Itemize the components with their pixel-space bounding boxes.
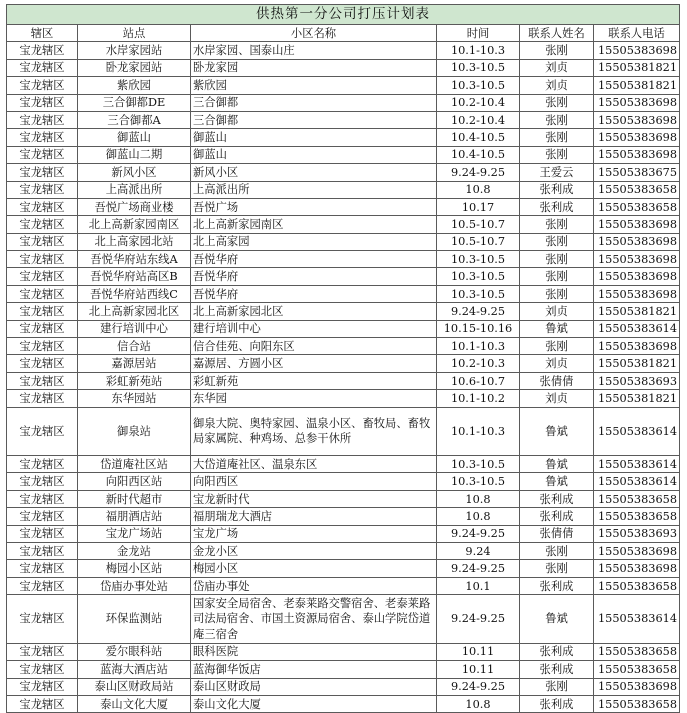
cell-district: 宝龙辖区 <box>7 198 78 215</box>
table-row <box>7 661 680 678</box>
cell-station: 三合御都A <box>78 111 191 128</box>
cell-time: 10.5-10.7 <box>437 216 520 233</box>
table-row <box>7 42 680 59</box>
cell-contact: 鲁斌 <box>520 595 594 644</box>
cell-community: 新风小区 <box>191 164 437 181</box>
cell-station: 三合御都DE <box>78 94 191 111</box>
cell-station: 泰山文化大厦 <box>78 695 191 712</box>
cell-district: 宝龙辖区 <box>7 268 78 285</box>
cell-community: 吾悦广场 <box>191 198 437 215</box>
cell-station: 新时代超市 <box>78 490 191 507</box>
cell-contact: 王爱云 <box>520 164 594 181</box>
cell-community: 建行培训中心 <box>191 320 437 337</box>
cell-phone: 15505383658 <box>594 508 680 525</box>
cell-contact: 刘贞 <box>520 355 594 372</box>
cell-station: 泰山区财政局站 <box>78 678 191 695</box>
table-row <box>7 407 680 456</box>
cell-community: 宝龙广场 <box>191 525 437 542</box>
cell-time: 10.2-10.4 <box>437 94 520 111</box>
cell-phone: 15505381821 <box>594 77 680 94</box>
cell-contact: 张刚 <box>520 338 594 355</box>
cell-time: 10.11 <box>437 661 520 678</box>
header-row <box>7 25 680 42</box>
cell-phone: 15505383614 <box>594 595 680 644</box>
table-row <box>7 303 680 320</box>
cell-community: 眼科医院 <box>191 643 437 660</box>
cell-phone: 15505383658 <box>594 695 680 712</box>
cell-district: 宝龙辖区 <box>7 407 78 456</box>
table-row <box>7 525 680 542</box>
cell-community: 梅园小区 <box>191 560 437 577</box>
cell-community: 卧龙家园 <box>191 59 437 76</box>
cell-district: 宝龙辖区 <box>7 560 78 577</box>
cell-time: 9.24-9.25 <box>437 678 520 695</box>
cell-district: 宝龙辖区 <box>7 77 78 94</box>
cell-phone: 15505383658 <box>594 643 680 660</box>
cell-time: 9.24-9.25 <box>437 303 520 320</box>
cell-community: 国家安全局宿舍、老泰莱路交警宿舍、老泰莱路司法局宿舍、市国土资源局宿舍、泰山学院岱道庵三宿舍 <box>191 595 437 644</box>
cell-station: 吾悦华府站高区B <box>78 268 191 285</box>
cell-time: 10.1 <box>437 577 520 594</box>
cell-time: 10.17 <box>437 198 520 215</box>
cell-district: 宝龙辖区 <box>7 42 78 59</box>
cell-station: 爱尔眼科站 <box>78 643 191 660</box>
cell-district: 宝龙辖区 <box>7 456 78 473</box>
cell-phone: 15505383614 <box>594 456 680 473</box>
cell-contact: 张刚 <box>520 543 594 560</box>
cell-district: 宝龙辖区 <box>7 129 78 146</box>
table-row <box>7 543 680 560</box>
cell-station: 岱庙办事处站 <box>78 577 191 594</box>
cell-station: 吾悦广场商业楼 <box>78 198 191 215</box>
cell-community: 御泉大院、奥特家园、温泉小区、畜牧局、畜牧局家属院、种鸡场、总参干休所 <box>191 407 437 456</box>
header-contact: 联系人姓名 <box>520 25 594 42</box>
cell-time: 10.5-10.7 <box>437 233 520 250</box>
cell-station: 吾悦华府站东线A <box>78 251 191 268</box>
cell-contact: 张刚 <box>520 111 594 128</box>
cell-contact: 鲁斌 <box>520 456 594 473</box>
table-row <box>7 94 680 111</box>
cell-station: 蓝海大酒店站 <box>78 661 191 678</box>
table-row <box>7 595 680 644</box>
cell-time: 10.8 <box>437 181 520 198</box>
cell-district: 宝龙辖区 <box>7 543 78 560</box>
cell-phone: 15505383698 <box>594 233 680 250</box>
cell-community: 北上高新家园北区 <box>191 303 437 320</box>
cell-district: 宝龙辖区 <box>7 390 78 407</box>
cell-phone: 15505383698 <box>594 216 680 233</box>
cell-contact: 张利成 <box>520 643 594 660</box>
cell-time: 9.24 <box>437 543 520 560</box>
cell-community: 三合御都 <box>191 94 437 111</box>
cell-community: 彩虹新苑 <box>191 372 437 389</box>
cell-community: 福朋瑞龙大酒店 <box>191 508 437 525</box>
cell-station: 岱道庵社区站 <box>78 456 191 473</box>
cell-time: 10.8 <box>437 695 520 712</box>
cell-community: 泰山文化大厦 <box>191 695 437 712</box>
cell-time: 10.3-10.5 <box>437 456 520 473</box>
cell-district: 宝龙辖区 <box>7 490 78 507</box>
cell-phone: 15505383698 <box>594 285 680 302</box>
cell-contact: 张刚 <box>520 268 594 285</box>
table-row <box>7 390 680 407</box>
cell-phone: 15505383698 <box>594 146 680 163</box>
cell-district: 宝龙辖区 <box>7 111 78 128</box>
cell-station: 环保监测站 <box>78 595 191 644</box>
cell-time: 10.8 <box>437 490 520 507</box>
cell-time: 10.2-10.4 <box>437 111 520 128</box>
cell-contact: 张刚 <box>520 146 594 163</box>
cell-contact: 张刚 <box>520 285 594 302</box>
cell-station: 上高派出所 <box>78 181 191 198</box>
table-row <box>7 473 680 490</box>
cell-contact: 张刚 <box>520 129 594 146</box>
cell-contact: 刘贞 <box>520 303 594 320</box>
cell-community: 泰山区财政局 <box>191 678 437 695</box>
cell-community: 吾悦华府 <box>191 268 437 285</box>
table-title: 供热第一分公司打压计划表 <box>7 5 680 25</box>
header-station: 站点 <box>78 25 191 42</box>
table-row <box>7 285 680 302</box>
cell-time: 10.3-10.5 <box>437 285 520 302</box>
cell-contact: 张刚 <box>520 251 594 268</box>
cell-station: 彩虹新苑站 <box>78 372 191 389</box>
table-row <box>7 372 680 389</box>
table-row <box>7 320 680 337</box>
cell-district: 宝龙辖区 <box>7 661 78 678</box>
cell-station: 宝龙广场站 <box>78 525 191 542</box>
cell-phone: 15505383614 <box>594 473 680 490</box>
cell-community: 信合佳苑、向阳东区 <box>191 338 437 355</box>
cell-phone: 15505383693 <box>594 525 680 542</box>
cell-district: 宝龙辖区 <box>7 577 78 594</box>
cell-contact: 张倩倩 <box>520 372 594 389</box>
cell-phone: 15505381821 <box>594 355 680 372</box>
cell-station: 福朋酒店站 <box>78 508 191 525</box>
cell-time: 9.24-9.25 <box>437 560 520 577</box>
pressure-test-table <box>6 4 680 713</box>
cell-contact: 张刚 <box>520 42 594 59</box>
cell-community: 金龙小区 <box>191 543 437 560</box>
cell-community: 蓝海御华饭店 <box>191 661 437 678</box>
cell-phone: 15505383658 <box>594 577 680 594</box>
cell-time: 10.4-10.5 <box>437 146 520 163</box>
cell-station: 梅园小区站 <box>78 560 191 577</box>
cell-community: 北上高家园 <box>191 233 437 250</box>
cell-district: 宝龙辖区 <box>7 146 78 163</box>
table-row <box>7 456 680 473</box>
cell-community: 宝龙新时代 <box>191 490 437 507</box>
table-row <box>7 695 680 712</box>
cell-district: 宝龙辖区 <box>7 338 78 355</box>
cell-time: 10.3-10.5 <box>437 268 520 285</box>
cell-contact: 张刚 <box>520 233 594 250</box>
cell-contact: 张利成 <box>520 508 594 525</box>
cell-contact: 鲁斌 <box>520 473 594 490</box>
title-row <box>7 5 680 25</box>
cell-community: 吾悦华府 <box>191 285 437 302</box>
cell-station: 吾悦华府站西线C <box>78 285 191 302</box>
header-district: 辖区 <box>7 25 78 42</box>
cell-phone: 15505383614 <box>594 407 680 456</box>
cell-time: 9.24-9.25 <box>437 595 520 644</box>
cell-community: 紫欣园 <box>191 77 437 94</box>
cell-station: 卧龙家园站 <box>78 59 191 76</box>
cell-phone: 15505383658 <box>594 661 680 678</box>
cell-time: 9.24-9.25 <box>437 164 520 181</box>
table-row <box>7 268 680 285</box>
cell-station: 向阳西区站 <box>78 473 191 490</box>
cell-phone: 15505383658 <box>594 490 680 507</box>
cell-phone: 15505383698 <box>594 42 680 59</box>
schedule-sheet <box>6 4 679 713</box>
table-row <box>7 678 680 695</box>
cell-contact: 张刚 <box>520 216 594 233</box>
cell-contact: 刘贞 <box>520 59 594 76</box>
cell-phone: 15505383698 <box>594 560 680 577</box>
cell-community: 嘉源居、方圆小区 <box>191 355 437 372</box>
cell-community: 水岸家园、国泰山庄 <box>191 42 437 59</box>
cell-district: 宝龙辖区 <box>7 473 78 490</box>
table-row <box>7 59 680 76</box>
cell-community: 吾悦华府 <box>191 251 437 268</box>
table-row <box>7 77 680 94</box>
cell-contact: 张刚 <box>520 678 594 695</box>
cell-time: 10.1-10.2 <box>437 390 520 407</box>
cell-phone: 15505383698 <box>594 268 680 285</box>
cell-district: 宝龙辖区 <box>7 181 78 198</box>
header-phone: 联系人电话 <box>594 25 680 42</box>
cell-phone: 15505381821 <box>594 303 680 320</box>
cell-phone: 15505383698 <box>594 543 680 560</box>
cell-community: 岱庙办事处 <box>191 577 437 594</box>
cell-community: 御蓝山 <box>191 129 437 146</box>
cell-community: 东华园 <box>191 390 437 407</box>
cell-time: 10.1-10.3 <box>437 338 520 355</box>
cell-phone: 15505383698 <box>594 678 680 695</box>
table-row <box>7 643 680 660</box>
cell-time: 10.8 <box>437 508 520 525</box>
cell-phone: 15505381821 <box>594 59 680 76</box>
cell-station: 北上高家园北站 <box>78 233 191 250</box>
cell-station: 信合站 <box>78 338 191 355</box>
cell-time: 10.3-10.5 <box>437 473 520 490</box>
cell-station: 北上高新家园北区 <box>78 303 191 320</box>
cell-community: 三合御都 <box>191 111 437 128</box>
table-row <box>7 129 680 146</box>
cell-district: 宝龙辖区 <box>7 303 78 320</box>
table-row <box>7 146 680 163</box>
header-community: 小区名称 <box>191 25 437 42</box>
cell-district: 宝龙辖区 <box>7 94 78 111</box>
cell-contact: 张利成 <box>520 577 594 594</box>
cell-contact: 张刚 <box>520 94 594 111</box>
table-row <box>7 111 680 128</box>
cell-time: 10.2-10.3 <box>437 355 520 372</box>
cell-time: 10.11 <box>437 643 520 660</box>
table-row <box>7 216 680 233</box>
cell-contact: 张倩倩 <box>520 525 594 542</box>
cell-station: 御泉站 <box>78 407 191 456</box>
cell-district: 宝龙辖区 <box>7 285 78 302</box>
cell-time: 10.3-10.5 <box>437 59 520 76</box>
cell-contact: 张利成 <box>520 695 594 712</box>
cell-time: 10.3-10.5 <box>437 251 520 268</box>
cell-phone: 15505383698 <box>594 251 680 268</box>
cell-time: 10.1-10.3 <box>437 407 520 456</box>
cell-station: 北上高新家园南区 <box>78 216 191 233</box>
cell-contact: 刘贞 <box>520 390 594 407</box>
cell-time: 10.15-10.16 <box>437 320 520 337</box>
cell-contact: 刘贞 <box>520 77 594 94</box>
cell-station: 建行培训中心 <box>78 320 191 337</box>
cell-phone: 15505383675 <box>594 164 680 181</box>
cell-time: 10.4-10.5 <box>437 129 520 146</box>
cell-phone: 15505383614 <box>594 320 680 337</box>
table-row <box>7 251 680 268</box>
cell-district: 宝龙辖区 <box>7 508 78 525</box>
cell-contact: 张利成 <box>520 490 594 507</box>
table-row <box>7 490 680 507</box>
cell-station: 御蓝山二期 <box>78 146 191 163</box>
cell-district: 宝龙辖区 <box>7 372 78 389</box>
cell-station: 御蓝山 <box>78 129 191 146</box>
cell-district: 宝龙辖区 <box>7 233 78 250</box>
cell-community: 上高派出所 <box>191 181 437 198</box>
table-row <box>7 560 680 577</box>
cell-district: 宝龙辖区 <box>7 164 78 181</box>
cell-district: 宝龙辖区 <box>7 355 78 372</box>
cell-contact: 张利成 <box>520 661 594 678</box>
cell-phone: 15505383698 <box>594 111 680 128</box>
cell-community: 御蓝山 <box>191 146 437 163</box>
cell-time: 10.3-10.5 <box>437 77 520 94</box>
table-row <box>7 577 680 594</box>
cell-district: 宝龙辖区 <box>7 678 78 695</box>
cell-contact: 张利成 <box>520 198 594 215</box>
cell-phone: 15505383698 <box>594 129 680 146</box>
cell-community: 北上高新家园南区 <box>191 216 437 233</box>
cell-phone: 15505383698 <box>594 94 680 111</box>
cell-station: 紫欣园 <box>78 77 191 94</box>
cell-time: 10.1-10.3 <box>437 42 520 59</box>
cell-district: 宝龙辖区 <box>7 525 78 542</box>
cell-community: 向阳西区 <box>191 473 437 490</box>
header-time: 时间 <box>437 25 520 42</box>
cell-station: 新风小区 <box>78 164 191 181</box>
cell-community: 大岱道庵社区、温泉东区 <box>191 456 437 473</box>
cell-phone: 15505383693 <box>594 372 680 389</box>
cell-phone: 15505383698 <box>594 338 680 355</box>
cell-contact: 张利成 <box>520 181 594 198</box>
table-row <box>7 181 680 198</box>
cell-phone: 15505383658 <box>594 181 680 198</box>
cell-district: 宝龙辖区 <box>7 216 78 233</box>
cell-station: 东华园站 <box>78 390 191 407</box>
cell-phone: 15505381821 <box>594 390 680 407</box>
table-row <box>7 338 680 355</box>
cell-contact: 鲁斌 <box>520 320 594 337</box>
cell-district: 宝龙辖区 <box>7 251 78 268</box>
table-row <box>7 233 680 250</box>
cell-district: 宝龙辖区 <box>7 643 78 660</box>
cell-station: 嘉源居站 <box>78 355 191 372</box>
cell-district: 宝龙辖区 <box>7 320 78 337</box>
cell-contact: 张刚 <box>520 560 594 577</box>
cell-contact: 鲁斌 <box>520 407 594 456</box>
cell-district: 宝龙辖区 <box>7 695 78 712</box>
table-row <box>7 355 680 372</box>
table-row <box>7 508 680 525</box>
cell-station: 金龙站 <box>78 543 191 560</box>
cell-time: 9.24-9.25 <box>437 525 520 542</box>
cell-district: 宝龙辖区 <box>7 59 78 76</box>
table-row <box>7 164 680 181</box>
cell-time: 10.6-10.7 <box>437 372 520 389</box>
cell-station: 水岸家园站 <box>78 42 191 59</box>
cell-phone: 15505383658 <box>594 198 680 215</box>
table-row <box>7 198 680 215</box>
cell-district: 宝龙辖区 <box>7 595 78 644</box>
